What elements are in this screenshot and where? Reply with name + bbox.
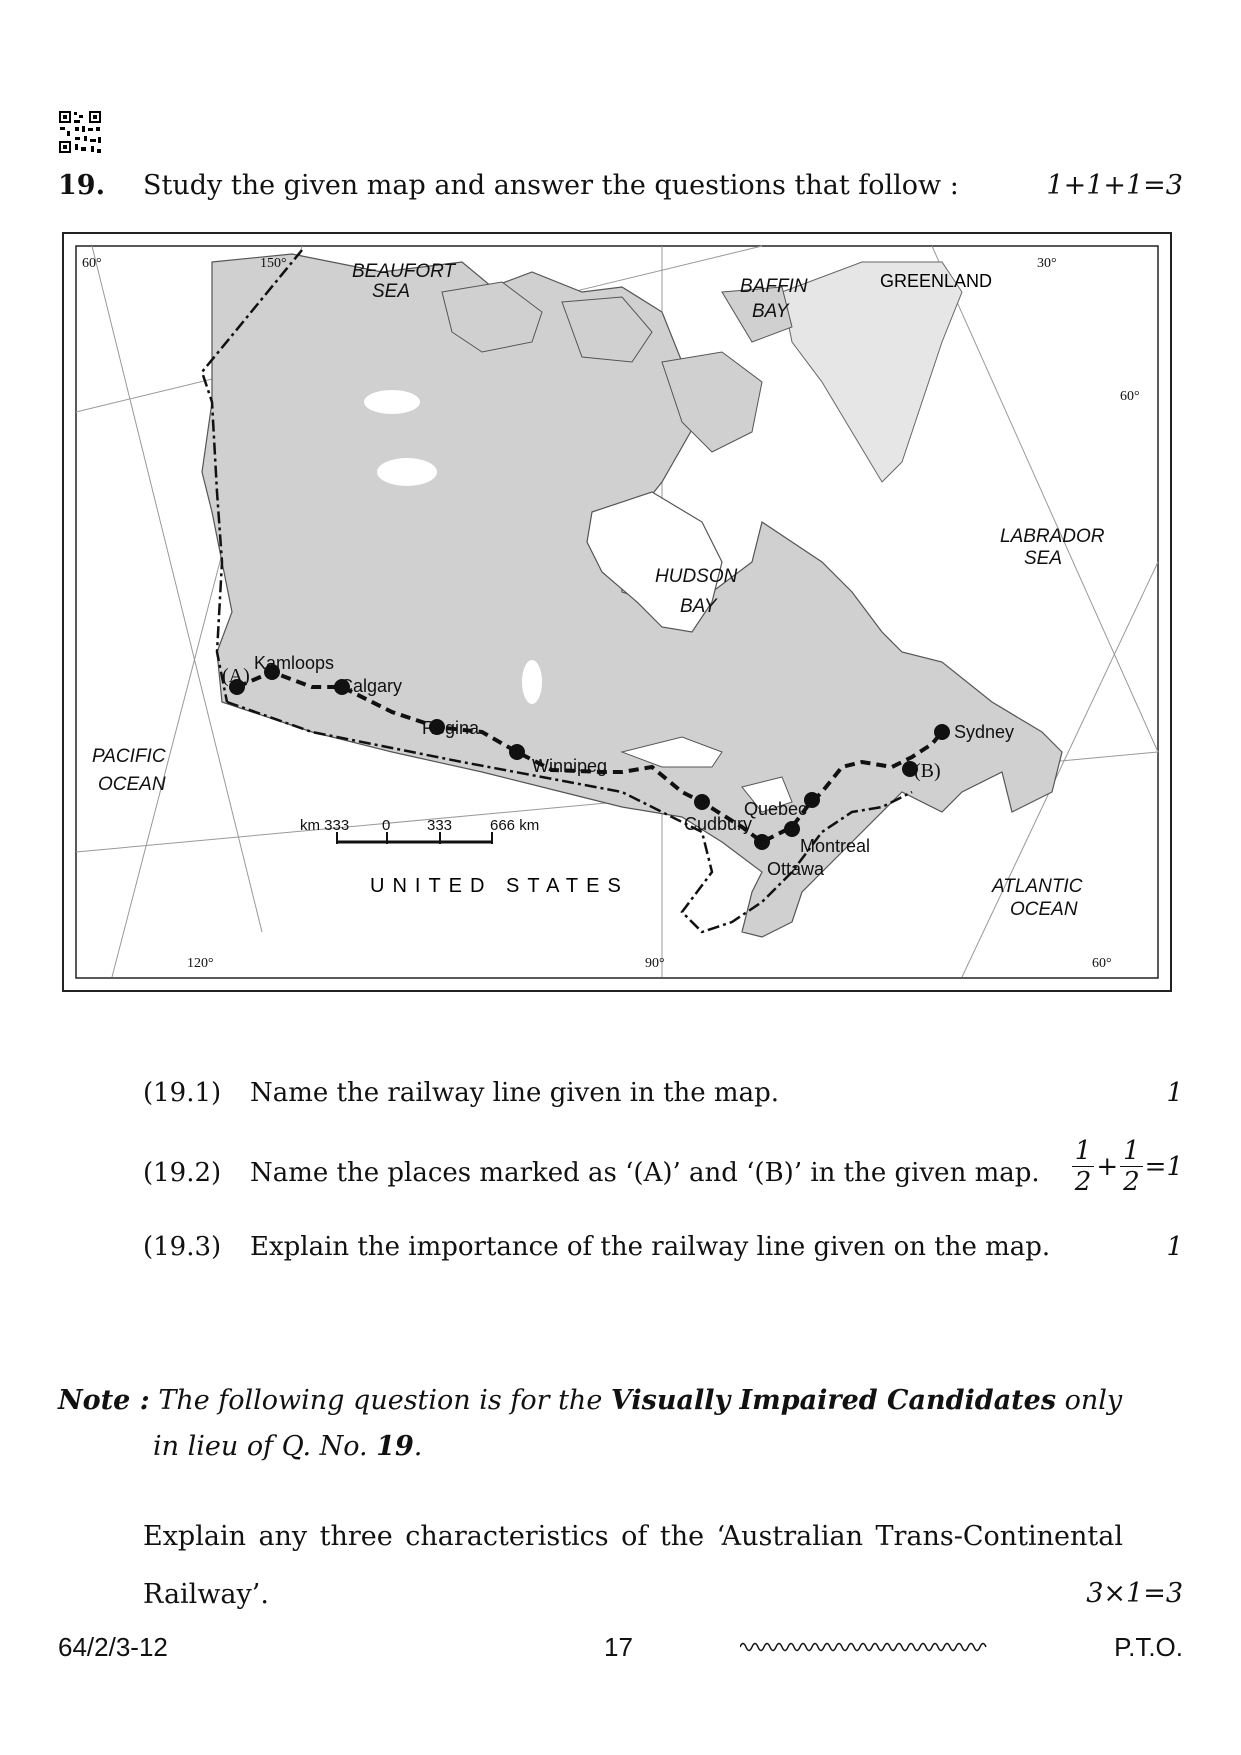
degree-label-60-right: 60° <box>1120 389 1140 404</box>
degree-label-150: 150° <box>260 256 287 271</box>
hudson-bay-label-2: BAY <box>680 596 717 617</box>
note-question-ref: 19 <box>376 1431 414 1462</box>
city-label-ottawa: Ottawa <box>767 859 825 879</box>
city-label-quebec: Quebec <box>744 799 808 819</box>
subquestion-marks-fraction <box>1072 1138 1183 1195</box>
city-label-kamloops: Kamloops <box>254 653 335 673</box>
fraction-half: $\frac{1}{2}$ <box>1120 1138 1143 1195</box>
scale-label-zero: 0 <box>382 817 391 834</box>
page-number: 17 <box>604 1632 633 1662</box>
baffin-bay-label-2: BAY <box>752 301 789 322</box>
scale-label-left: km 333 <box>300 817 350 834</box>
city-label-regina: Regina <box>422 718 480 738</box>
city-dot-sydney <box>934 724 950 740</box>
note-end: . <box>413 1431 423 1462</box>
pacific-ocean-label: PACIFIC <box>92 746 166 767</box>
city-dot-cudbury <box>694 794 710 810</box>
degree-label-60-bottom: 60° <box>1092 956 1112 971</box>
city-label-cudbury: Cudbury <box>684 814 753 834</box>
subquestion-text: Name the places marked as ‘(A)’ and ‘(B)’ in the given map. <box>250 1158 1040 1188</box>
fraction-half: $\frac{1}{2}$ <box>1072 1138 1095 1195</box>
city-dot-ottawa <box>754 834 770 850</box>
city-label-winnipeg: Winnipeg <box>532 756 608 776</box>
please-turn-over: P.T.O. <box>1114 1632 1183 1662</box>
scale-label-333: 333 <box>427 817 453 834</box>
city-dot-winnipeg <box>509 744 525 760</box>
question-text: Study the given map and answer the questions that follow : <box>143 170 959 201</box>
wavy-line-decoration <box>740 1640 990 1654</box>
alternative-question-marks: 3×1=3 <box>1086 1578 1183 1609</box>
alternative-question-text: Explain any three characteristics of the ‘Australian Trans-Continental Railway’. <box>143 1521 1123 1610</box>
atlantic-ocean-label: ATLANTIC <box>992 876 1083 897</box>
paper-code: 64/2/3-12 <box>58 1632 168 1662</box>
labrador-sea-label: LABRADOR <box>1000 526 1105 547</box>
degree-label-90: 90° <box>645 956 665 971</box>
subquestion-text: Name the railway line given in the map. <box>250 1078 779 1108</box>
subquestion-text: Explain the importance of the railway line given on the map. <box>250 1232 1051 1262</box>
degree-label-30: 30° <box>1037 256 1057 271</box>
plus-sign: + <box>1096 1151 1119 1182</box>
canada-railway-map <box>62 232 1172 992</box>
note-text-3: in lieu of Q. No. <box>153 1431 368 1462</box>
labrador-sea-label-2: SEA <box>1024 548 1063 569</box>
atlantic-ocean-label-2: OCEAN <box>1010 899 1078 920</box>
subquestion-number: (19.2) <box>143 1158 222 1188</box>
united-states-label: UNITED STATES <box>370 875 629 897</box>
greenland-label: GREENLAND <box>880 271 993 291</box>
marker-a-label: (A) <box>222 665 250 687</box>
city-dot-montreal <box>784 821 800 837</box>
pacific-ocean-label-2: OCEAN <box>98 774 166 795</box>
note-text-2: only <box>1064 1385 1123 1416</box>
city-label-montreal: Montreal <box>800 836 871 856</box>
subquestion-number: (19.1) <box>143 1078 222 1108</box>
marks-total: =1 <box>1144 1151 1183 1182</box>
note-text: The following question is for the <box>158 1385 603 1416</box>
beaufort-sea-label-2: SEA <box>372 281 411 302</box>
degree-label-60-topleft: 60° <box>82 256 102 271</box>
hudson-bay-label: HUDSON <box>655 566 738 587</box>
note-bold-text: Visually Impaired Candidates <box>610 1385 1057 1416</box>
city-label-sydney: Sydney <box>954 722 1015 742</box>
city-label-calgary: Calgary <box>340 676 403 696</box>
subquestion-number: (19.3) <box>143 1232 222 1262</box>
visually-impaired-note <box>58 1378 1138 1470</box>
question-number: 19. <box>58 170 105 201</box>
qr-code-icon <box>58 110 102 154</box>
degree-label-120: 120° <box>187 956 214 971</box>
baffin-bay-label: BAFFIN <box>740 276 808 297</box>
question-marks: 1+1+1=3 <box>1046 170 1183 201</box>
subquestion-marks: 1 <box>1166 1078 1183 1108</box>
beaufort-sea-label: BEAUFORT <box>352 261 456 282</box>
marker-b-label: (B) <box>914 760 941 782</box>
scale-label-666: 666 km <box>490 817 540 834</box>
note-label: Note : <box>58 1385 150 1416</box>
subquestion-marks: 1 <box>1166 1232 1183 1262</box>
